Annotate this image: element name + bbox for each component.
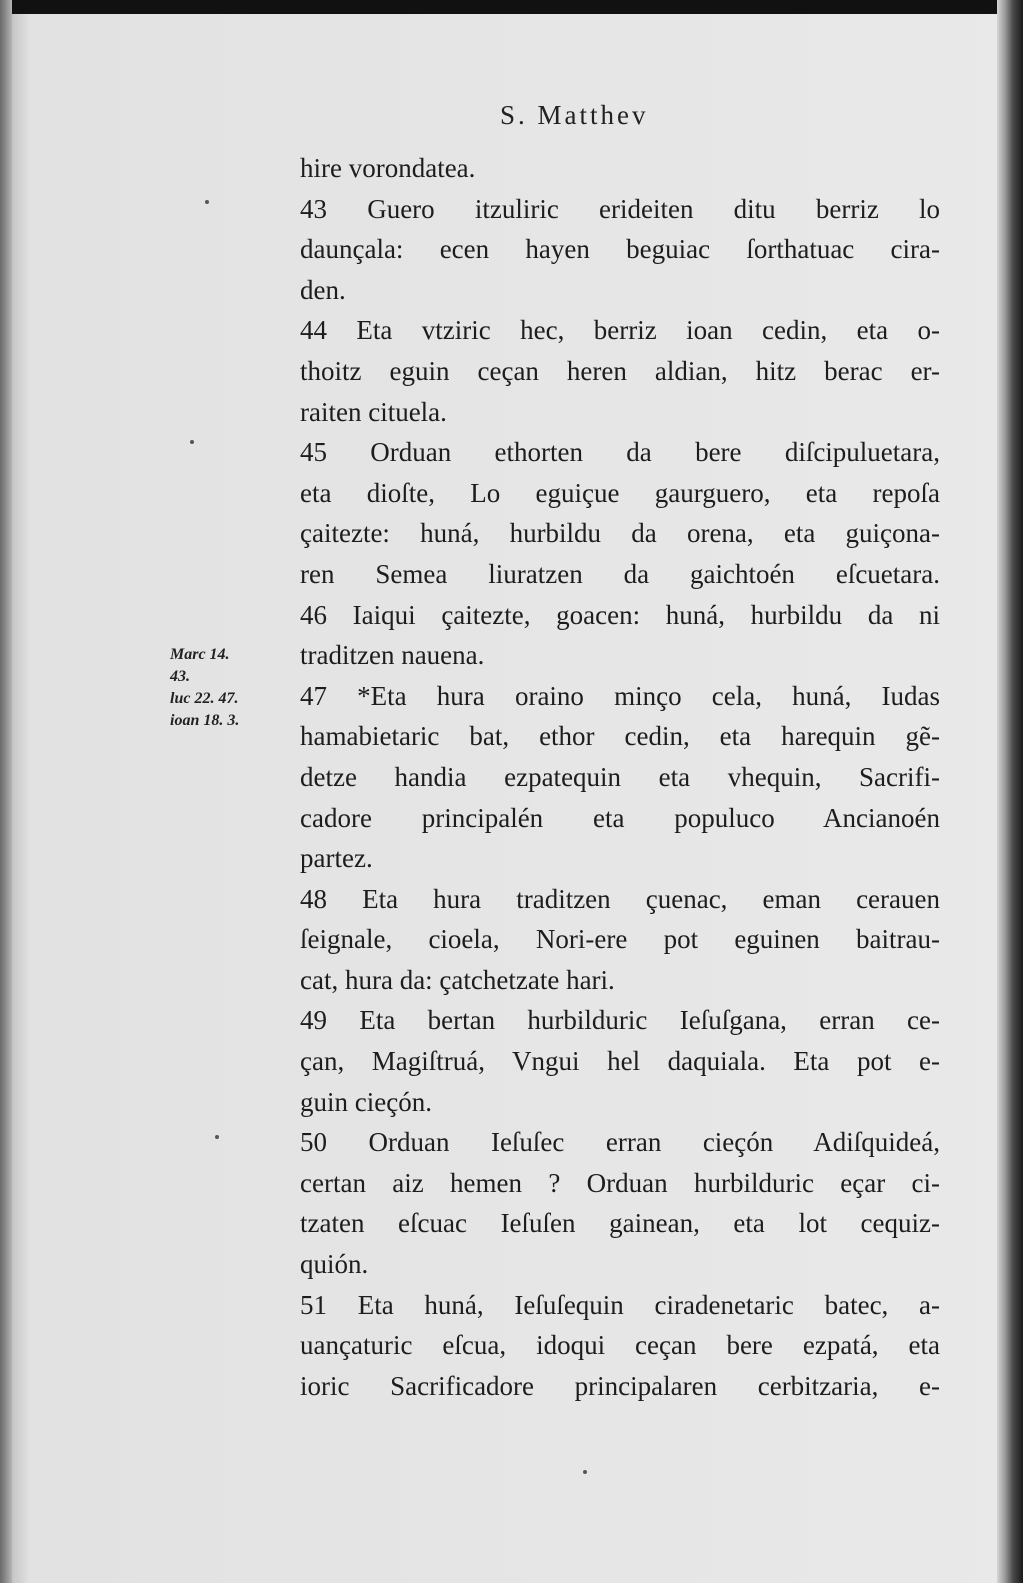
text-line: partez. [300, 843, 373, 874]
text-line: ren Semea liuratzen da gaichtoén eſcuetara. [300, 558, 940, 589]
running-head: S. Matthev [500, 100, 649, 130]
text-line: 43 Guero itzuliric erideiten ditu berriz lo [300, 193, 940, 224]
scan-speck [215, 1135, 219, 1139]
text-line: ioric Sacrificadore principalaren cerbitzaria, e- [300, 1370, 940, 1401]
scan-speck [190, 440, 194, 444]
text-line: 50 Orduan Ieſuſec erran cieçón Adiſquideá, [300, 1127, 940, 1158]
text-line: 51 Eta huná, Ieſuſequin ciradenetaric batec, a- [300, 1289, 940, 1320]
text-line: raiten cituela. [300, 396, 447, 427]
text-line: çaitezte: huná, hurbildu da orena, eta guiçona- [300, 518, 940, 549]
margin-references [170, 644, 295, 732]
text-line: cat, hura da: çatchetzate hari. [300, 964, 615, 995]
margin-note: 43. [170, 668, 190, 685]
text-line: uançaturic eſcua, idoqui ceçan bere ezpatá, eta [300, 1330, 940, 1361]
text-line: certan aiz hemen ? Orduan hurbilduric eçar ci- [300, 1167, 940, 1198]
margin-note: luc 22. 47. [170, 690, 239, 707]
text-line: hamabietaric bat, ethor cedin, eta harequin gẽ- [300, 721, 940, 752]
scan-speck [205, 200, 209, 204]
scan-top-edge [0, 0, 1023, 14]
text-line: thoitz eguin ceçan heren aldian, hitz berac er- [300, 355, 940, 386]
page-binding-edge [0, 0, 12, 1583]
margin-note: ioan 18. 3. [170, 712, 240, 729]
margin-note: Marc 14. [170, 646, 230, 663]
text-line: 47 *Eta hura oraino minço cela, huná, Iudas [300, 680, 940, 711]
text-line: hire vorondatea. [300, 153, 476, 183]
text-line: çan, Magiſtruá, Vngui hel daquiala. Eta pot e- [300, 1046, 940, 1077]
text-line: cadore principalén eta populuco Ancianoén [300, 802, 940, 833]
text-line: ſeignale, cioela, Nori-ere pot eguinen baitrau- [300, 924, 940, 955]
text-line: den. [300, 274, 346, 305]
verse-text [300, 148, 940, 1406]
text-line: tzaten eſcuac Ieſuſen gainean, eta lot cequiz- [300, 1208, 940, 1239]
text-line: 46 Iaiqui çaitezte, goacen: huná, hurbildu da ni [300, 599, 940, 630]
text-line: guin cieçón. [300, 1086, 432, 1117]
text-line: 44 Eta vtziric hec, berriz ioan cedin, eta o- [300, 315, 940, 346]
text-line: daunçala: ecen hayen beguiac ſorthatuac cira- [300, 234, 940, 265]
scan-right-edge [997, 0, 1023, 1583]
text-line: quión. [300, 1249, 369, 1280]
text-line: eta dioſte, Lo eguiçue gaurguero, eta repoſa [300, 477, 940, 508]
text-line: 49 Eta bertan hurbilduric Ieſuſgana, erran ce- [300, 1005, 940, 1036]
text-line: 45 Orduan ethorten da bere diſcipuluetara, [300, 437, 940, 468]
scan-speck [583, 1470, 587, 1474]
text-line: traditzen nauena. [300, 640, 485, 671]
text-line: detze handia ezpatequin eta vhequin, Sacrifi- [300, 761, 940, 792]
text-line: 48 Eta hura traditzen çuenac, eman cerauen [300, 883, 940, 914]
